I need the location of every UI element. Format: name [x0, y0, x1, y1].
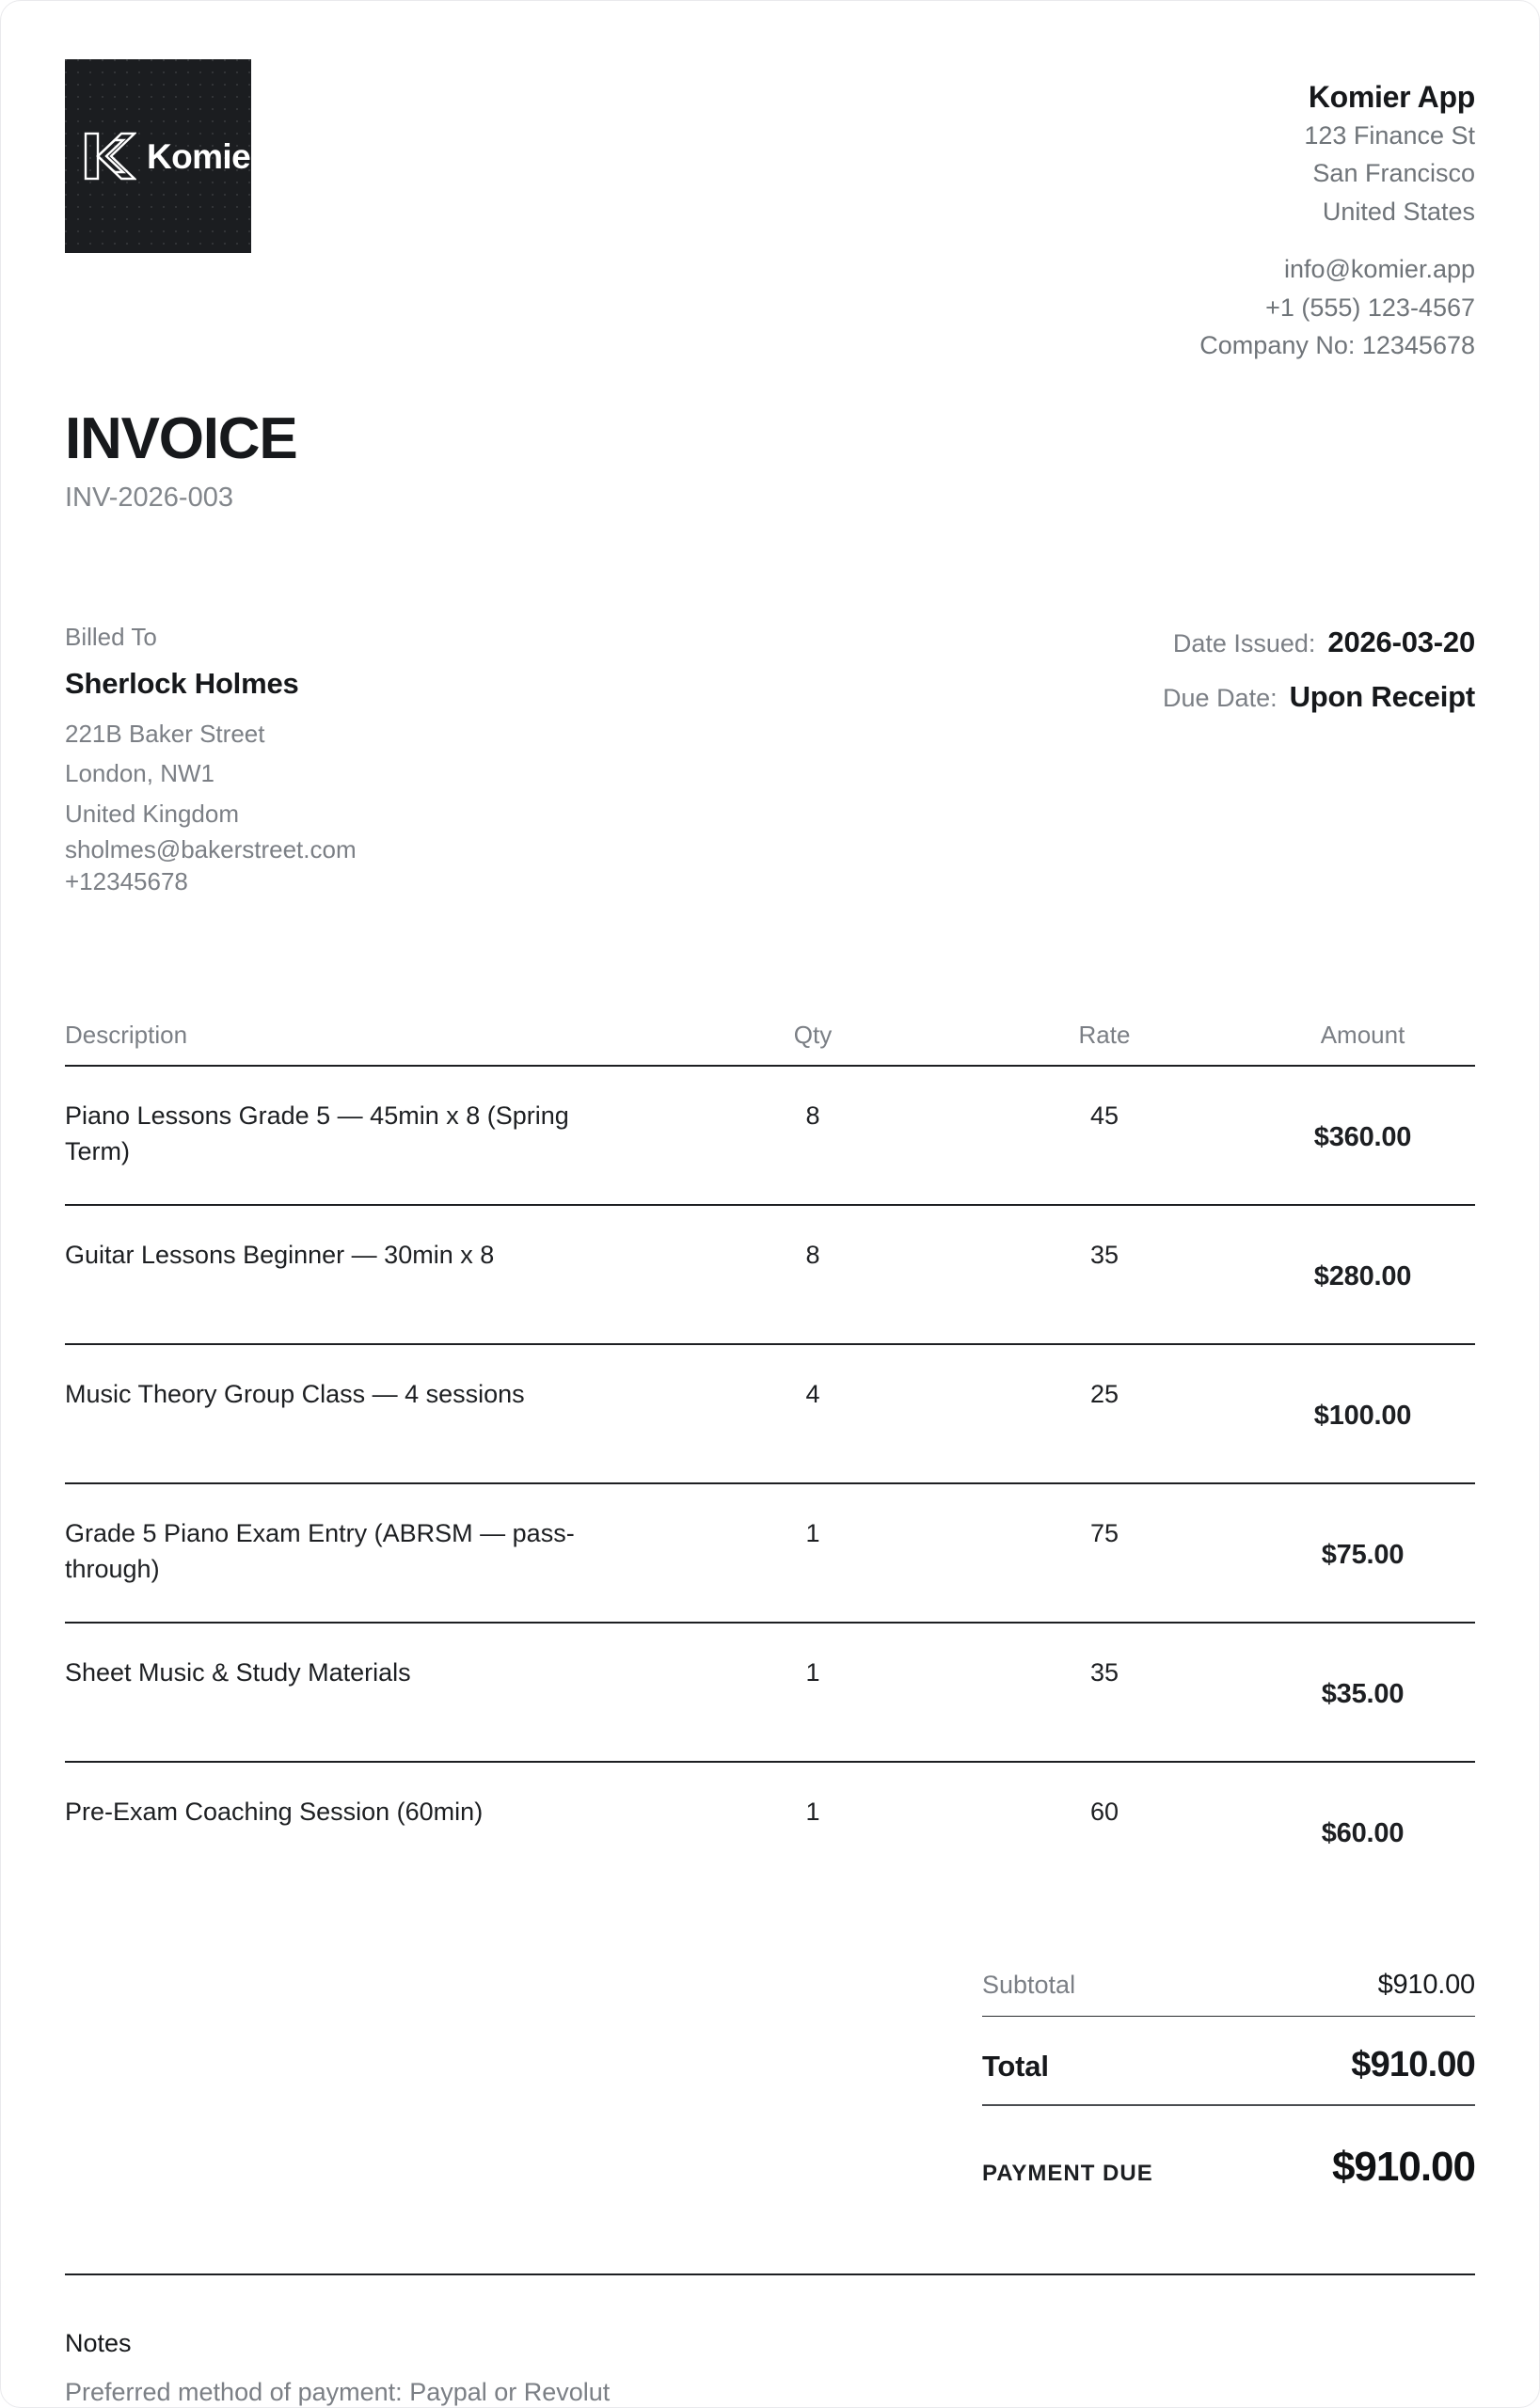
- item-qty: 1: [805, 1797, 820, 1826]
- invoice-title-block: [65, 405, 1475, 516]
- table-row: [65, 1484, 1475, 1624]
- column-header-qty: Qty: [793, 1020, 833, 1049]
- item-rate: 35: [1089, 1240, 1119, 1269]
- total-row: [982, 2017, 1475, 2106]
- item-amount: $75.00: [1321, 1539, 1405, 1570]
- company-address-line-3: United States: [1322, 197, 1475, 226]
- company-details: [1199, 59, 1475, 365]
- date-issued-value: 2026-03-20: [1327, 625, 1475, 658]
- notes-text: Preferred method of payment: Paypal or Revolut: [65, 2377, 611, 2406]
- payment-due-label: PAYMENT DUE: [982, 2160, 1153, 2186]
- column-header-description: Description: [65, 1020, 188, 1049]
- company-name: Komier App: [1308, 80, 1475, 114]
- table-row: [65, 1345, 1475, 1484]
- table-row: [65, 1067, 1475, 1206]
- total-label: Total: [982, 2049, 1049, 2083]
- billed-to-name: Sherlock Holmes: [65, 666, 299, 700]
- subtotal-label: Subtotal: [982, 1970, 1076, 1999]
- notes-title: Notes: [65, 2328, 132, 2357]
- item-description: Music Theory Group Class — 4 sessions: [65, 1379, 525, 1408]
- line-items-table: [65, 1021, 1475, 1902]
- billed-to-address-line-3: United Kingdom: [65, 799, 239, 828]
- column-header-amount: Amount: [1320, 1020, 1405, 1049]
- table-row: [65, 1763, 1475, 1902]
- item-qty: 1: [805, 1518, 820, 1547]
- table-header-row: [65, 1021, 1475, 1067]
- invoice-dates-block: [1163, 620, 1475, 714]
- invoice-header: [65, 59, 1475, 365]
- billed-to-address-line-1: 221B Baker Street: [65, 720, 265, 749]
- date-issued-label: Date Issued:: [1172, 628, 1316, 657]
- item-amount: $35.00: [1321, 1678, 1405, 1709]
- subtotal-row: [982, 1970, 1475, 2017]
- subtotal-value: $910.00: [1377, 1969, 1475, 2000]
- due-date-value: Upon Receipt: [1289, 679, 1475, 713]
- totals-section: [982, 1970, 1475, 2191]
- company-phone: +1 (555) 123-4567: [1265, 293, 1475, 322]
- item-amount: $280.00: [1313, 1260, 1412, 1291]
- item-rate: 60: [1089, 1797, 1119, 1826]
- item-qty: 8: [805, 1240, 820, 1269]
- item-amount: $360.00: [1313, 1121, 1412, 1152]
- company-address-line-1: 123 Finance St: [1304, 120, 1475, 150]
- billed-to-block: [65, 620, 357, 898]
- invoice-number: INV-2026-003: [65, 482, 233, 513]
- table-row: [65, 1624, 1475, 1763]
- payment-due-row: [982, 2106, 1475, 2191]
- company-registration-number: Company No: 12345678: [1199, 331, 1475, 360]
- item-description: Grade 5 Piano Exam Entry (ABRSM — pass-through): [65, 1518, 575, 1584]
- item-rate: 35: [1089, 1657, 1119, 1687]
- notes-section: [65, 2275, 1475, 2408]
- page-title: INVOICE: [65, 405, 297, 471]
- billed-to-address-line-2: London, NW1: [65, 759, 214, 788]
- item-description: Guitar Lessons Beginner — 30min x 8: [65, 1240, 495, 1269]
- company-address-line-2: San Francisco: [1312, 159, 1475, 188]
- item-amount: $100.00: [1313, 1400, 1412, 1431]
- due-date-label: Due Date:: [1163, 683, 1278, 712]
- logo-wordmark: Komier: [147, 136, 263, 176]
- item-description: Piano Lessons Grade 5 — 45min x 8 (Spring Term): [65, 1101, 569, 1166]
- company-spacer: [1199, 230, 1475, 250]
- billed-to-phone: +12345678: [65, 867, 188, 896]
- item-qty: 8: [805, 1101, 820, 1130]
- item-rate: 75: [1089, 1518, 1119, 1547]
- table-row: [65, 1206, 1475, 1345]
- item-description: Pre-Exam Coaching Session (60min): [65, 1797, 484, 1826]
- column-header-rate: Rate: [1078, 1020, 1131, 1049]
- date-issued-row: [1163, 626, 1475, 659]
- item-rate: 25: [1089, 1379, 1119, 1408]
- company-logo: [65, 59, 263, 253]
- payment-due-value: $910.00: [1331, 2143, 1475, 2190]
- komier-k-monogram-icon: [84, 132, 136, 181]
- item-rate: 45: [1089, 1101, 1119, 1130]
- item-amount: $60.00: [1321, 1817, 1405, 1848]
- billed-to-email: sholmes@bakerstreet.com: [65, 834, 357, 863]
- parties-section: [65, 620, 1475, 898]
- billed-to-label: Billed To: [65, 622, 157, 651]
- item-qty: 1: [805, 1657, 820, 1687]
- due-date-row: [1163, 680, 1475, 714]
- item-description: Sheet Music & Study Materials: [65, 1657, 411, 1687]
- company-email: info@komier.app: [1283, 255, 1475, 284]
- total-value: $910.00: [1351, 2044, 1475, 2084]
- item-qty: 4: [805, 1379, 820, 1408]
